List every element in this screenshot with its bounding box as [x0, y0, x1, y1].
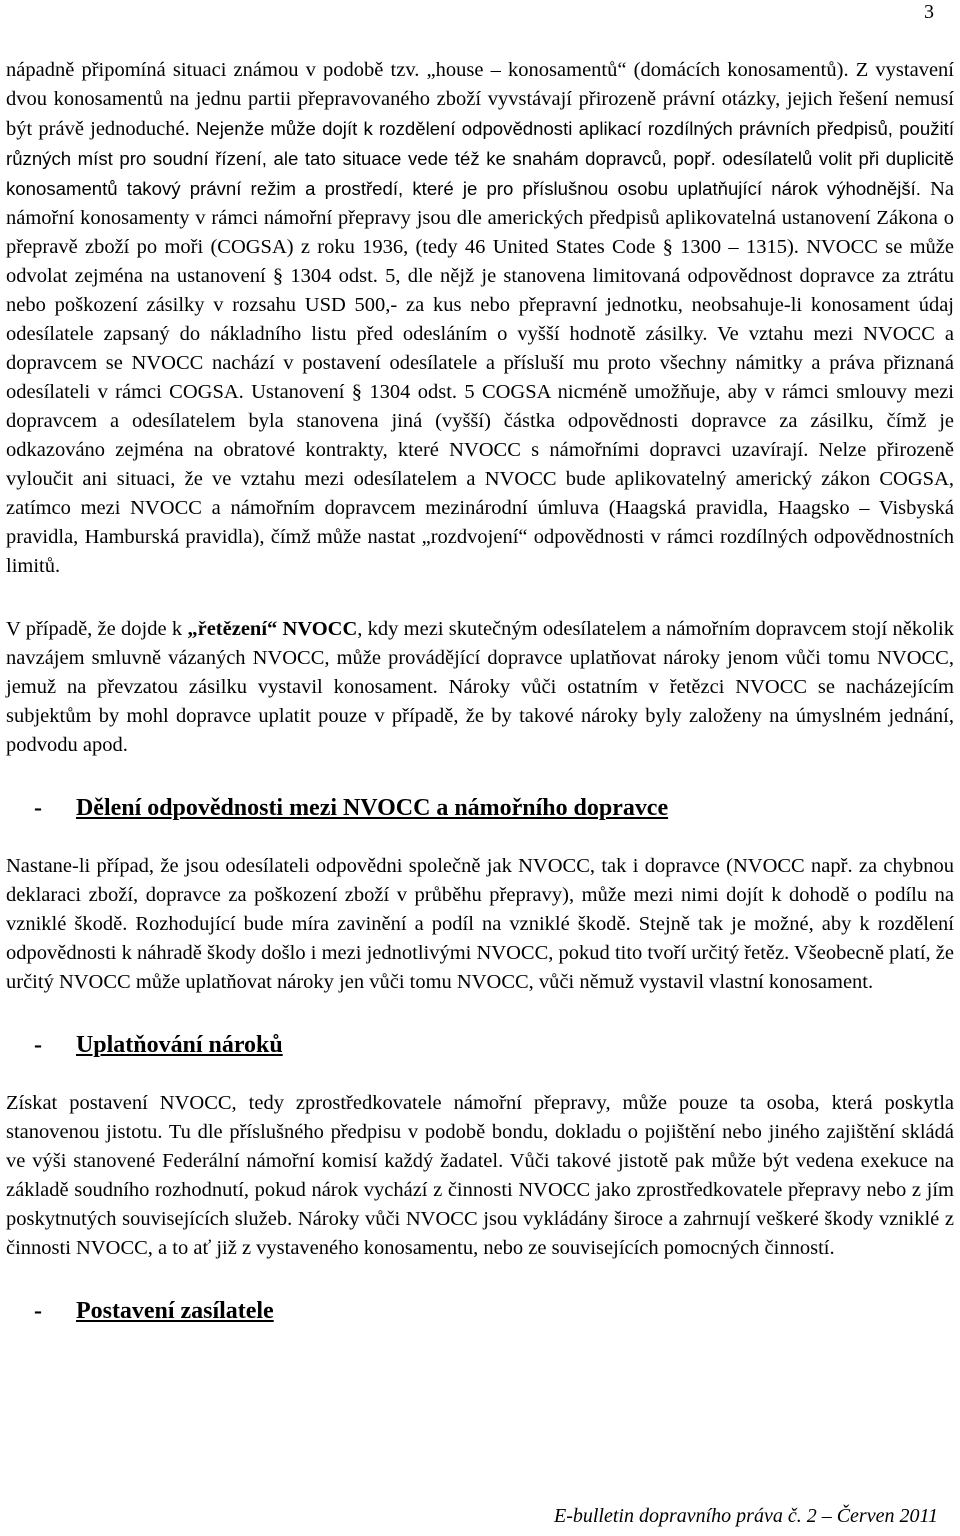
- section-heading-forwarder: [6, 1297, 954, 1326]
- paragraph-claims: Získat postavení NVOCC, tedy zprostředkovatele námořní přepravy, může pouze ta osoba, která poskytla stanovenou jistotu. Tu dle příslušného předpisu v podobě bondu, dokladu o pojištění nebo jiného zajištění skládá ve výši stanovené Federální námořní komisí každý žadatel. Vůči takové jistotě pak může být vedena exekuce na základě soudního rozhodnutí, pokud nárok vychází z činnosti NVOCC jako zprostředkovatele přepravy nebo z jím poskytnutých souvisejících služeb. Nároky vůči NVOCC jsou vykládány široce a zahrnují veškeré škody vzniklé z činnosti NVOCC, a to ať již z vystaveného konosamentu, nebo ze souvisejících pomocných činností.: [6, 1092, 954, 1259]
- page-number: 3: [924, 1, 934, 23]
- spacer: [6, 760, 954, 794]
- paragraph-house-bills: [6, 56, 954, 581]
- spacer: [6, 1060, 954, 1089]
- heading-title: Uplatňování nároků: [76, 1032, 283, 1058]
- paragraph-chaining-part-a: V případě, že dojde k: [6, 618, 188, 640]
- section-heading-liability-split: [6, 794, 954, 823]
- section-heading-claims: [6, 1031, 954, 1060]
- heading-title: Postavení zasílatele: [76, 1298, 274, 1324]
- paragraph-house-bills-part-a: nápadně připomíná situaci známou v podobě tzv. „house – konosamentů“ (domácích konosamentů). Z vystavení dvou konosamentů na jednu partii přepravovaného zboží vyvstávají přirozeně právní otázky, jejich řešení nemusí být právě jednoduché.: [6, 59, 954, 140]
- paragraph-house-bills-part-c: Na námořní konosamenty v rámci námořní přepravy jsou dle amerických předpisů aplikovatelná ustanovení Zákona o přepravě zboží po moři (COGSA) z roku 1936, (tedy 46 United States Code § 1300 – 1315). NVOCC se může odvolat zejména na ustanovení § 1304 odst. 5, dle nějž je stanovena limitovaná odpovědnost dopravce za ztrátu nebo poškození zásilky v rozsahu USD 500,- za kus nebo přepravní jednotku, neobsahuje-li konosament údaj odesílatele zapsaný do nákladního listu před odesláním o vyšší hodnotě zásilky. Ve vztahu mezi NVOCC a dopravcem se NVOCC nachází v postavení odesílatele a přísluší mu proto všechny námitky a práva přiznaná odesílateli v rámci COGSA. Ustanovení § 1304 odst. 5 COGSA nicméně umožňuje, aby v rámci smlouvy mezi dopravcem a odesílatelem byla stanovena jiná (vyšší) částka odpovědnosti dopravce za zásilku, čímž je odkazováno zejména na obratové kontrakty, které NVOCC s námořními dopravci uzavírají. Nelze přirozeně vyloučit ani situaci, že ve vztahu mezi odesílatelem a NVOCC bude aplikovatelný americký zákon COGSA, zatímco mezi NVOCC a námořním dopravcem mezinárodní úmluva (Haagská pravidla, Haagsko – Visbyská pravidla, Hamburská pravidla), čímž může nastat „rozdvojení“ odpovědnosti v rámci rozdílných odpovědnostních limitů.: [6, 178, 954, 577]
- paragraph-chaining: [6, 615, 954, 760]
- spacer: [6, 997, 954, 1031]
- spacer: [6, 1263, 954, 1297]
- heading-bullet-dash: -: [34, 795, 42, 821]
- paragraph-liability-split: Nastane-li případ, že jsou odesílateli odpovědni společně jak NVOCC, tak i dopravce (NVOCC např. za chybnou deklaraci zboží, dopravce za poškození zboží v průběhu přepravy), může mezi nimi dojít k dohodě o podílu na vzniklé škodě. Rozhodující bude míra zavinění a podíl na vzniklé škodě. Stejně tak je možné, aby k rozdělení odpovědnosti k náhradě škody došlo i mezi jednotlivými NVOCC, pokud tito tvoří určitý řetěz. Všeobecně platí, že určitý NVOCC může uplatňovat nároky jen vůči tomu NVOCC, vůči němuž vystavil vlastní konosament.: [6, 855, 954, 993]
- paragraph-chaining-bold-term: „řetězení“ NVOCC: [187, 618, 358, 640]
- page-content: [6, 56, 954, 1326]
- heading-bullet-dash: -: [34, 1032, 42, 1058]
- page-footer: E-bulletin dopravního práva č. 2 – Červen 2011: [553, 1505, 938, 1527]
- heading-title: Dělení odpovědnosti mezi NVOCC a námořního dopravce: [76, 795, 669, 821]
- heading-bullet-dash: -: [34, 1298, 42, 1324]
- paragraph-house-bills-part-b: Nejenže může dojít k rozdělení odpovědnosti aplikací rozdílných právních předpisů, použití různých míst pro soudní řízení, ale tato situace vede též ke snahám dopravců, popř. odesílatelů volit při duplicitě konosamentů takový právní režim a prostředí, které je pro příslušnou osobu uplatňující nárok výhodnější.: [6, 118, 954, 199]
- spacer: [6, 581, 954, 615]
- spacer: [6, 823, 954, 852]
- paragraph-chaining-part-b: , kdy mezi skutečným odesílatelem a námořním dopravcem stojí několik navzájem smluvně vázaných NVOCC, může provádějící dopravce uplatňovat nároky jenom vůči tomu NVOCC, jemuž na převzatou zásilku vystavil konosament. Nároky vůči ostatním v řetězci NVOCC se nacházejícím subjektům by mohl dopravce uplatit pouze v případě, že by takové nároky byly založeny na úmyslném jednání, podvodu apod.: [6, 618, 955, 756]
